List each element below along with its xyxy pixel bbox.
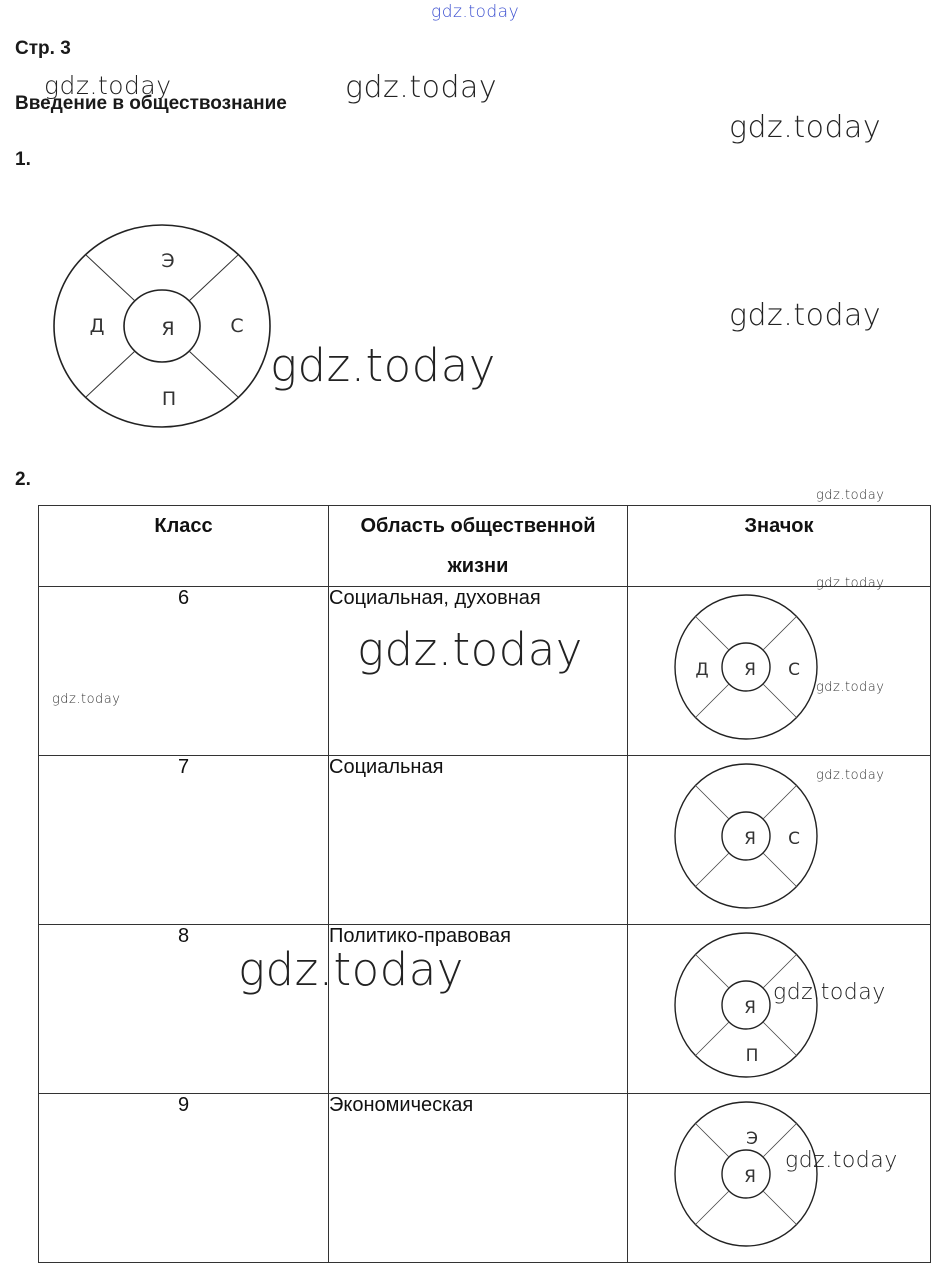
watermark: gdz.today (816, 488, 885, 503)
header-icon: Значок (628, 506, 931, 587)
sphere-icon (672, 931, 820, 1081)
diagram-top-label: Э (161, 250, 175, 272)
icon-center-label: Я (744, 1167, 756, 1187)
watermark: gdz.today (238, 943, 464, 996)
icon-right-label: С (788, 660, 800, 680)
grade-cell: 6 (39, 587, 329, 756)
icon-right-label: С (788, 829, 800, 849)
grade-cell: 7 (39, 756, 329, 925)
icon-cell (628, 1094, 931, 1263)
spheres-diagram (52, 223, 272, 429)
icon-bottom-label: П (745, 1046, 759, 1066)
watermark: gdz.today (270, 339, 496, 392)
watermark: gdz.today (816, 768, 885, 783)
task-1-number: 1. (15, 149, 31, 170)
grade-cell: 9 (39, 1094, 329, 1263)
icon-center-label: Я (744, 998, 756, 1018)
diagram-right-label: С (230, 315, 244, 337)
sphere-icon (672, 762, 820, 912)
icon-top-label: Э (746, 1129, 758, 1149)
watermark: gdz.today (816, 576, 885, 591)
icon-left-label: Д (695, 660, 709, 680)
diagram-center-label: Я (161, 318, 175, 340)
watermark: gdz.today (816, 680, 885, 695)
header-area: Область общественной жизни (329, 506, 628, 587)
watermark: gdz.today (773, 980, 886, 1005)
table-row (39, 1094, 931, 1263)
icon-center-label: Я (744, 660, 756, 680)
area-cell: Социальная, духовная (329, 587, 628, 756)
icon-center-label: Я (744, 829, 756, 849)
area-cell: Политико-правовая (329, 925, 628, 1094)
page-title: Стр. 3 (15, 38, 71, 59)
watermark: gdz.today (44, 71, 172, 100)
sphere-icon (672, 1100, 820, 1250)
icon-cell (628, 587, 931, 756)
sphere-icon (672, 593, 820, 743)
watermark: gdz.today (431, 2, 520, 22)
grade-cell: 8 (39, 925, 329, 1094)
watermark: gdz.today (357, 623, 583, 676)
watermark: gdz.today (52, 692, 121, 707)
diagram-left-label: Д (89, 315, 105, 337)
diagram-bottom-label: П (161, 388, 177, 410)
area-cell: Социальная (329, 756, 628, 925)
icon-cell (628, 925, 931, 1094)
area-cell: Экономическая (329, 1094, 628, 1263)
task-2-number: 2. (15, 469, 31, 490)
table-row (39, 756, 931, 925)
watermark: gdz.today (729, 110, 882, 145)
section-title: Введение в обществознание (15, 93, 287, 114)
header-class: Класс (39, 506, 329, 587)
icon-cell (628, 756, 931, 925)
watermark: gdz.today (345, 70, 498, 105)
watermark: gdz.today (729, 298, 882, 333)
table-row (39, 925, 931, 1094)
watermark: gdz.today (785, 1148, 898, 1173)
